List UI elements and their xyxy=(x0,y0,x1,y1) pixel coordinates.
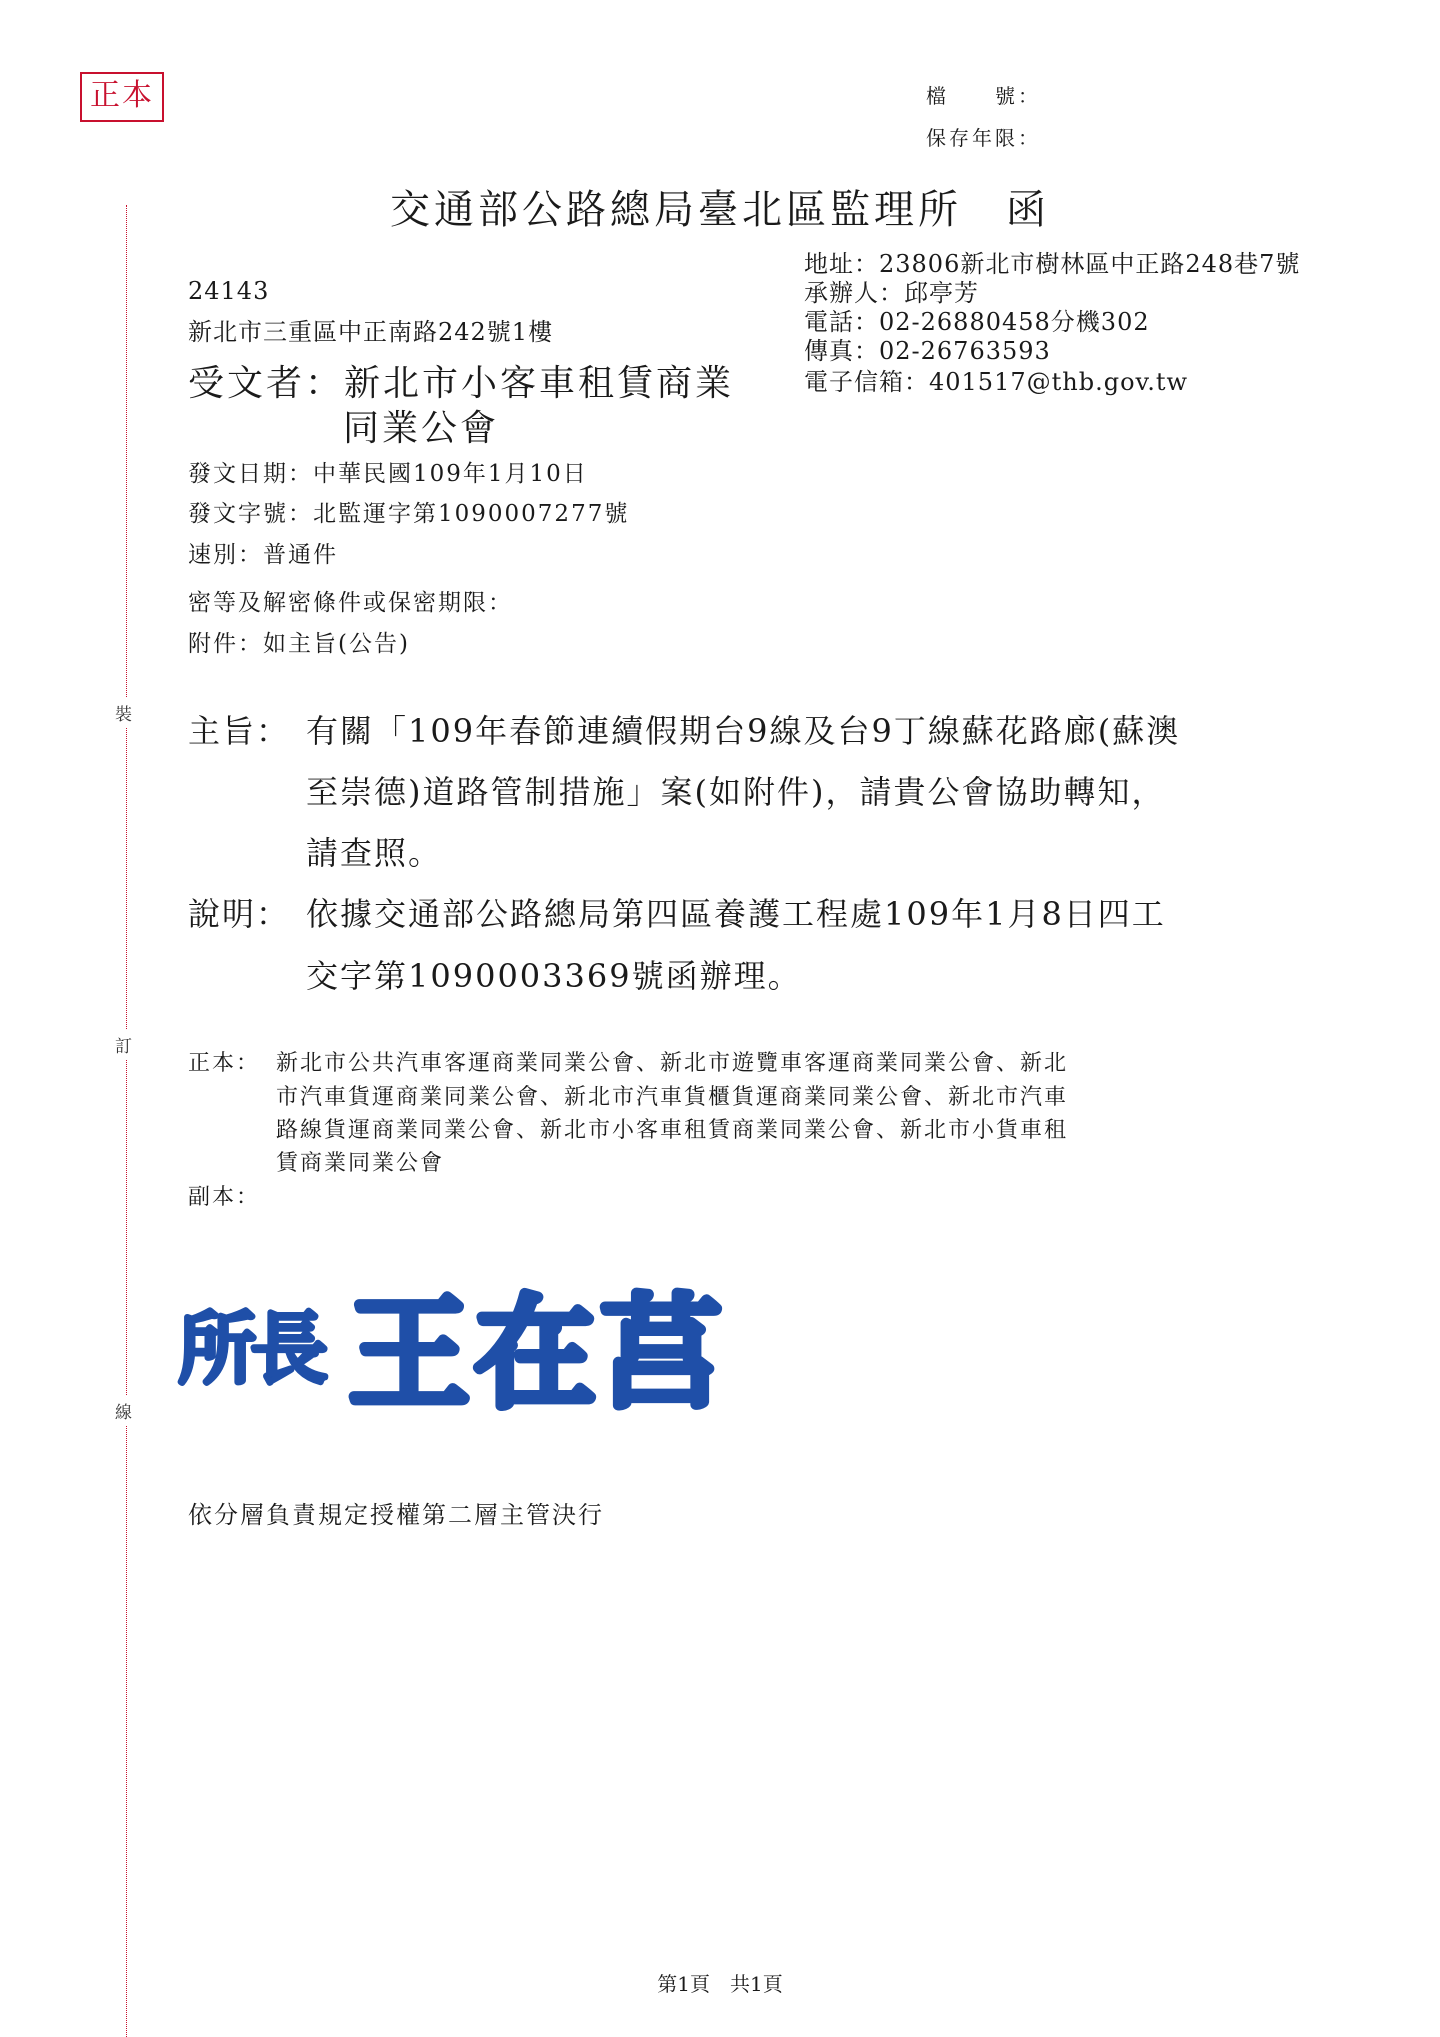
subject-label: 主旨： xyxy=(188,712,291,750)
binding-mark: 線 xyxy=(115,1396,132,1425)
confidentiality-terms: 密等及解密條件或保密期限： xyxy=(188,590,513,616)
subject-line: 至崇德)道路管制措施」案(如附件)，請貴公會協助轉知， xyxy=(306,773,1166,811)
seal-title: 所長 xyxy=(178,1304,323,1395)
subject-line: 請查照。 xyxy=(306,834,443,872)
document-number: 發文字號：北監運字第1090007277號 xyxy=(188,501,630,527)
binding-mark: 訂 xyxy=(115,1030,132,1059)
handler-name: 承辦人：邱亭芳 xyxy=(804,279,979,307)
file-number-label: 檔 號： xyxy=(926,84,1041,108)
page-number: 第1頁 共1頁 xyxy=(657,1972,783,1996)
original-recipients-line: 路線貨運商業同業公會、新北市小客車租賃商業同業公會、新北市小貨車租 xyxy=(276,1118,1069,1143)
document-title: 交通部公路總局臺北區監理所 函 xyxy=(390,187,1050,233)
seal-name: 王在莒 xyxy=(348,1281,726,1425)
explanation-label: 說明： xyxy=(188,895,291,933)
recipient-address: 新北市三重區中正南路242號1樓 xyxy=(188,318,554,346)
original-copy-stamp: 正本 xyxy=(80,72,164,122)
phone-number: 電話：02-26880458分機302 xyxy=(804,308,1150,336)
explanation-line: 依據交通部公路總局第四區養護工程處109年1月8日四工 xyxy=(306,895,1166,933)
delivery-speed: 速別：普通件 xyxy=(188,542,338,568)
recipient-name-line2: 同業公會 xyxy=(343,408,500,449)
binding-mark: 裝 xyxy=(115,698,132,727)
original-recipients-line: 賃商業同業公會 xyxy=(276,1151,445,1176)
subject-line: 有關「109年春節連續假期台9線及台9丁線蘇花路廊(蘇澳 xyxy=(306,712,1181,750)
original-recipients-line: 新北市公共汽車客運商業同業公會、新北市遊覽車客運商業同業公會、新北 xyxy=(276,1051,1069,1076)
issue-date: 發文日期：中華民國109年1月10日 xyxy=(188,461,588,487)
recipient-name-line1: 受文者：新北市小客車租賃商業 xyxy=(188,363,735,404)
copy-recipients-label: 副本： xyxy=(188,1185,261,1210)
binding-margin-line xyxy=(126,205,127,2037)
retention-period-label: 保存年限： xyxy=(926,126,1041,150)
sender-address: 地址：23806新北市樹林區中正路248巷7號 xyxy=(804,250,1301,278)
explanation-line: 交字第1090003369號函辦理。 xyxy=(306,957,802,995)
attachment-note: 附件：如主旨(公告) xyxy=(188,631,410,657)
delegation-statement: 依分層負責規定授權第二層主管決行 xyxy=(188,1501,604,1529)
fax-number: 傳真：02-26763593 xyxy=(804,337,1051,365)
original-recipients-label: 正本： xyxy=(188,1051,261,1076)
original-recipients-line: 市汽車貨運商業同業公會、新北市汽車貨櫃貨運商業同業公會、新北市汽車 xyxy=(276,1085,1069,1110)
recipient-postal-code: 24143 xyxy=(188,277,270,305)
director-signature-seal xyxy=(170,1268,770,1428)
email-address: 電子信箱：401517@thb.gov.tw xyxy=(804,368,1189,396)
